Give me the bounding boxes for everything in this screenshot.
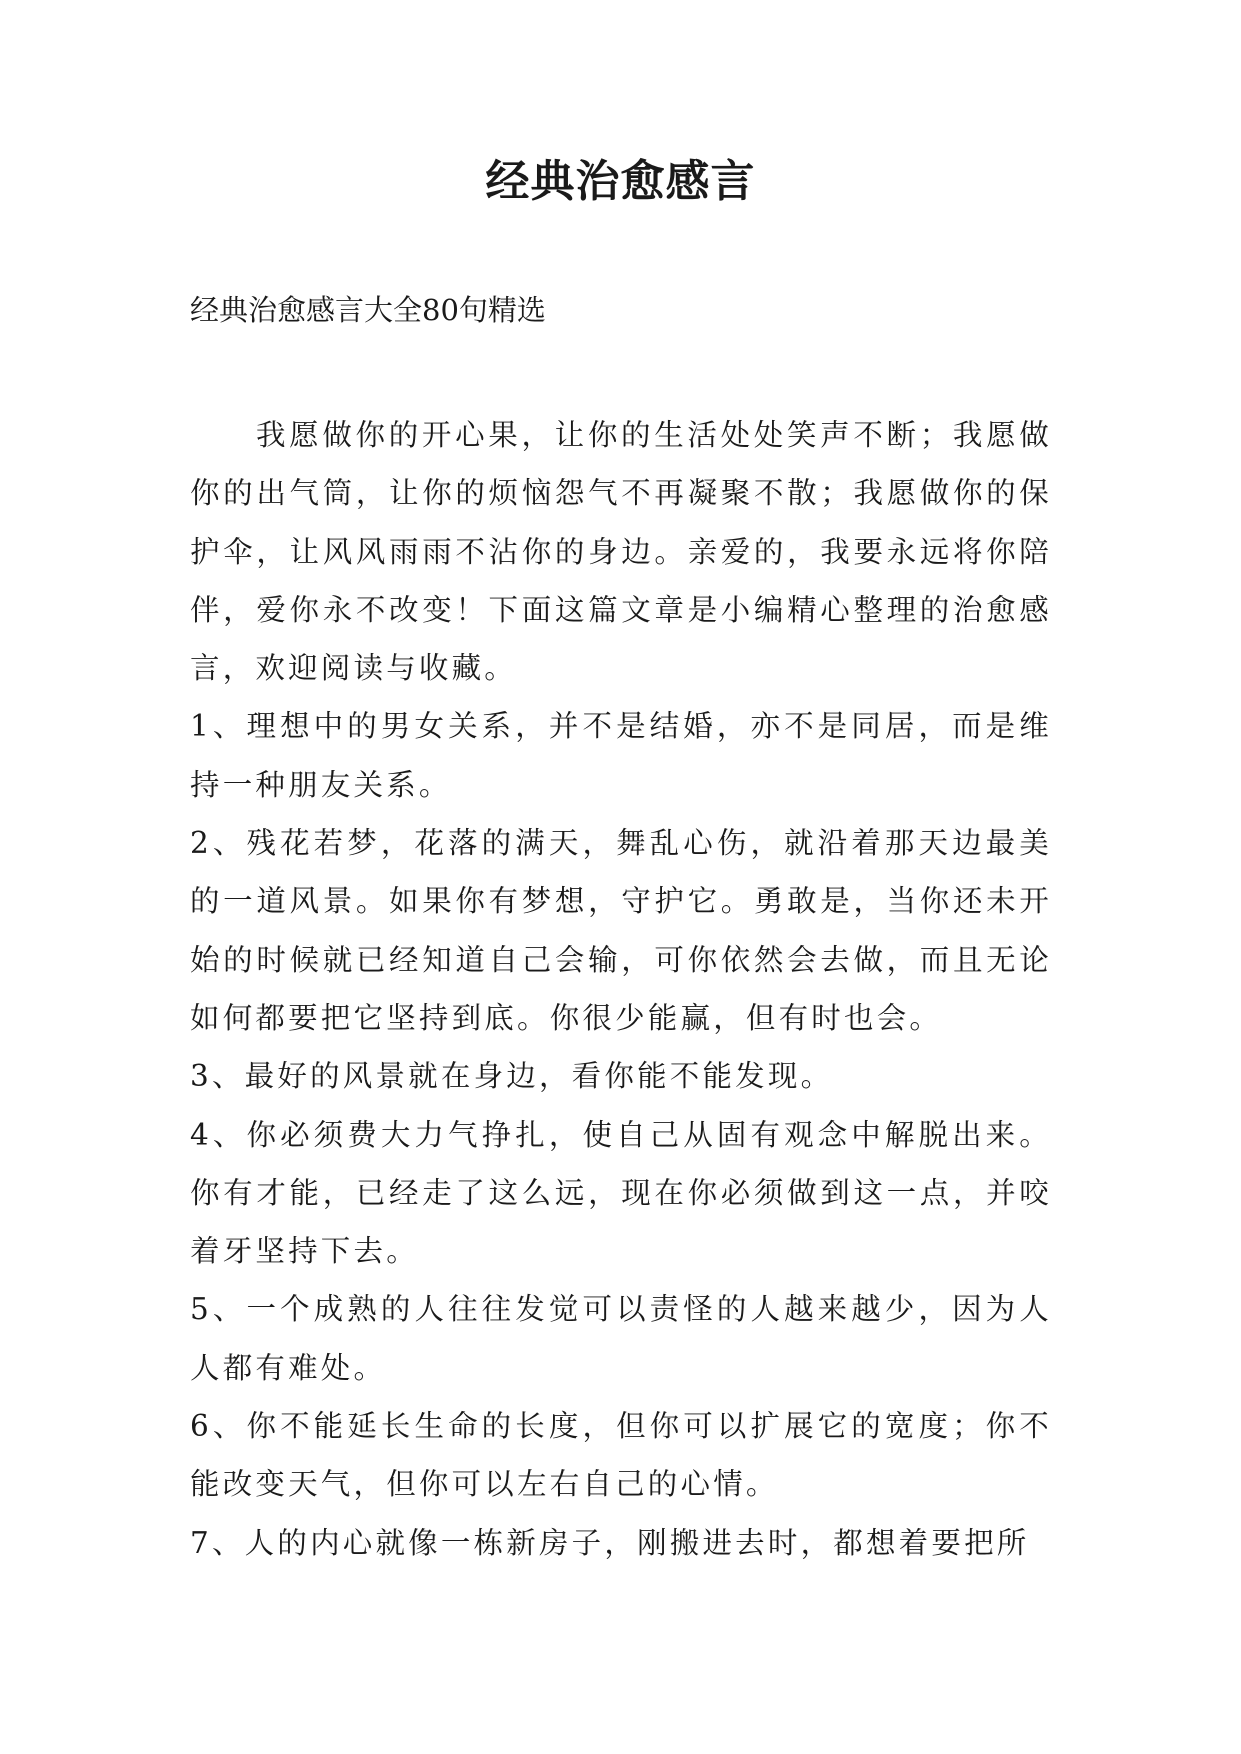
list-item: 1、理想中的男女关系，并不是结婚，亦不是同居，而是维持一种朋友关系。 <box>190 709 1052 802</box>
document-body <box>190 406 1052 1572</box>
list-item: 5、一个成熟的人往往发觉可以责怪的人越来越少，因为人人都有难处。 <box>190 1292 1052 1385</box>
intro-paragraph: 我愿做你的开心果，让你的生活处处笑声不断；我愿做你的出气筒，让你的烦恼怨气不再凝聚不散；我愿做你的保护伞，让风风雨雨不沾你的身边。亲爱的，我要永远将你陪伴，爱你永不改变！下面这篇文章是小编精心整理的治愈感言，欢迎阅读与收藏。 <box>190 418 1052 686</box>
list-item: 2、残花若梦，花落的满天，舞乱心伤，就沿着那天边最美的一道风景。如果你有梦想，守护它。勇敢是，当你还未开始的时候就已经知道自己会输，可你依然会去做，而且无论如何都要把它坚持到底。你很少能赢，但有时也会。 <box>190 826 1052 1035</box>
document-subtitle: 经典治愈感言大全80句精选 <box>190 293 546 327</box>
page-title: 经典治愈感言 <box>485 156 756 207</box>
list-item: 7、人的内心就像一栋新房子，刚搬进去时，都想着要把所 <box>190 1525 1030 1560</box>
list-item: 6、你不能延长生命的长度，但你可以扩展它的宽度；你不能改变天气，但你可以左右自己的心情。 <box>190 1409 1052 1502</box>
list-item: 4、你必须费大力气挣扎，使自己从固有观念中解脱出来。你有才能，已经走了这么远，现在你必须做到这一点，并咬着牙坚持下去。 <box>190 1117 1052 1269</box>
list-item: 3、最好的风景就在身边，看你能不能发现。 <box>190 1059 834 1094</box>
